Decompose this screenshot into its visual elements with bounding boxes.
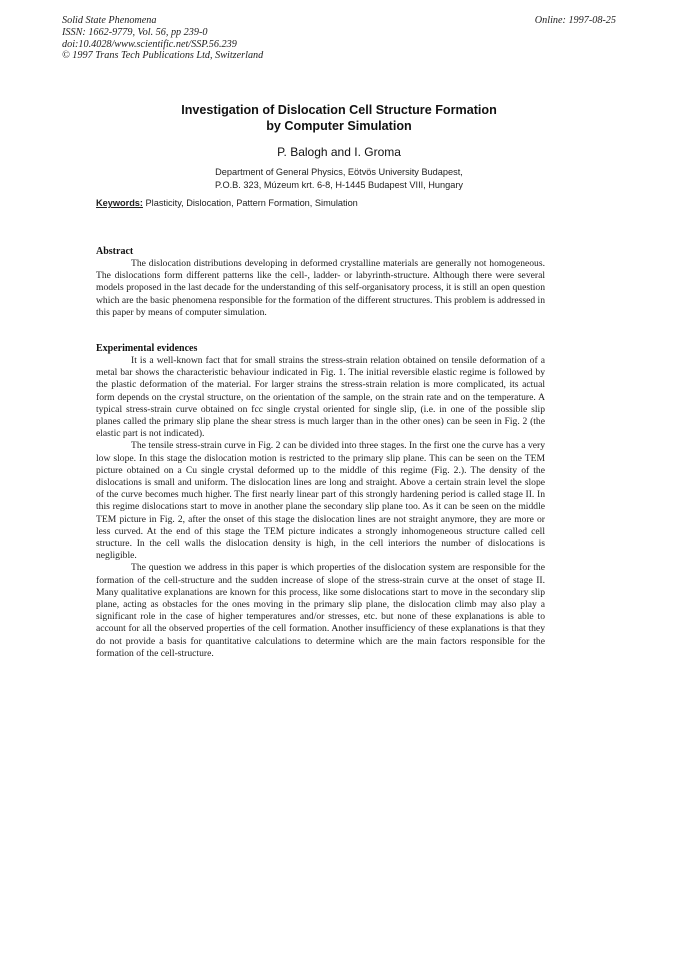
keywords <box>96 198 358 208</box>
experimental-heading: Experimental evidences <box>96 343 198 354</box>
experimental-body <box>96 355 545 660</box>
abstract-heading: Abstract <box>96 246 134 257</box>
paper-title-line-1: Investigation of Dislocation Cell Structure Formation <box>181 103 497 117</box>
experimental-paragraph-2: The tensile stress-strain curve in Fig. 2 can be divided into three stages. In the first one the curve has a very low slope. In this stage the dislocation motion is restricted to the primary slip plane. This can be seen on the TEM picture obtained on a Cu single crystal deformed up to the middle of this regime (Fig. 2.). The density of the dislocations is small and uniform. The dislocation lines are long and straight. Above a certain strain level the slope of the curve becomes much higher. The first nearly linear part of this strongly hardening period is called stage II. In this regime dislocations start to move in another plane the secondary slip plane too. As it can be seen on the middle TEM picture in Fig. 2, after the onset of this stage the dislocation lines are not straight anymore, they are more or less curved. At the end of this stage the TEM picture indicates a strongly inhomogeneous structure called cell structure. In the cell walls the dislocation density is high, in the cell interiors the number of dislocations is negligible. <box>96 440 545 562</box>
journal-copyright: © 1997 Trans Tech Publications Ltd, Switzerland <box>62 50 264 62</box>
journal-doi: doi:10.4028/www.scientific.net/SSP.56.239 <box>62 38 237 50</box>
keywords-label: Keywords: <box>96 198 143 208</box>
keywords-text: Plasticity, Dislocation, Pattern Formation, Simulation <box>145 198 358 208</box>
journal-name: Solid State Phenomena <box>62 15 157 26</box>
experimental-paragraph-1: It is a well-known fact that for small strains the stress-strain relation obtained on tensile deformation of a metal bar shows the characteristic behaviour indicated in Fig. 1. The initial reversible elastic regime is followed by the plastic deformation of the material. For larger strains the stress-strain relation is more complicated, its actual form depends on the crystal structure, on the orientation of the sample, on the strain rate and on the temperature. A typical stress-strain curve obtained on fcc single crystal oriented for single slip, (i.e. in one of the possible slip planes called the primary slip plane the shear stress is much larger than in the other ones) can be seen in Fig. 2 (the elastic part is not indicated). <box>96 355 545 440</box>
abstract-paragraph: The dislocation distributions developing in deformed crystalline materials are generally not homogeneous. The dislocations form different patterns like the cell-, ladder- or labyrinth-structure. Although there were several models proposed in the last decade for the understanding of this self-organisatory process, it is still an open question which are the basic phenomena responsible for the formation of the different structures. This problem is addressed in this paper by means of computer simulation. <box>96 258 545 318</box>
affiliation-line-2: P.O.B. 323, Múzeum krt. 6-8, H-1445 Budapest VIII, Hungary <box>214 179 464 190</box>
journal-header <box>62 15 263 62</box>
journal-issn: ISSN: 1662-9779, Vol. 56, pp 239-0 <box>62 26 208 38</box>
author-affiliation <box>0 166 678 191</box>
online-date: Online: 1997-08-25 <box>534 15 616 26</box>
abstract-body <box>96 258 545 319</box>
paper-title <box>0 103 678 134</box>
paper-authors: P. Balogh and I. Groma <box>277 145 401 159</box>
affiliation-line-1: Department of General Physics, Eötvös University Budapest, <box>215 167 463 177</box>
paper-title-line-2: by Computer Simulation <box>266 118 412 133</box>
experimental-paragraph-3: The question we address in this paper is which properties of the dislocation system are responsible for the formation of the cell-structure and the sudden increase of slope of the stress-strain curve at the onset of stage II. Many qualitative explanations are known for this process, like some dislocations start to move in the secondary slip plane, acting as obstacles for the ones moving in the primary slip plane, the dislocation climb may also play a significant role in the case of higher temperatures and/or stresses, etc. but none of these explanations is able to account for all the observed properties of the cell formation. Another insufficiency of these explanations is that they do not provide a basis for quantitative calculations to determine which are the main factors responsible for the formation of the cell-structure. <box>96 562 545 659</box>
